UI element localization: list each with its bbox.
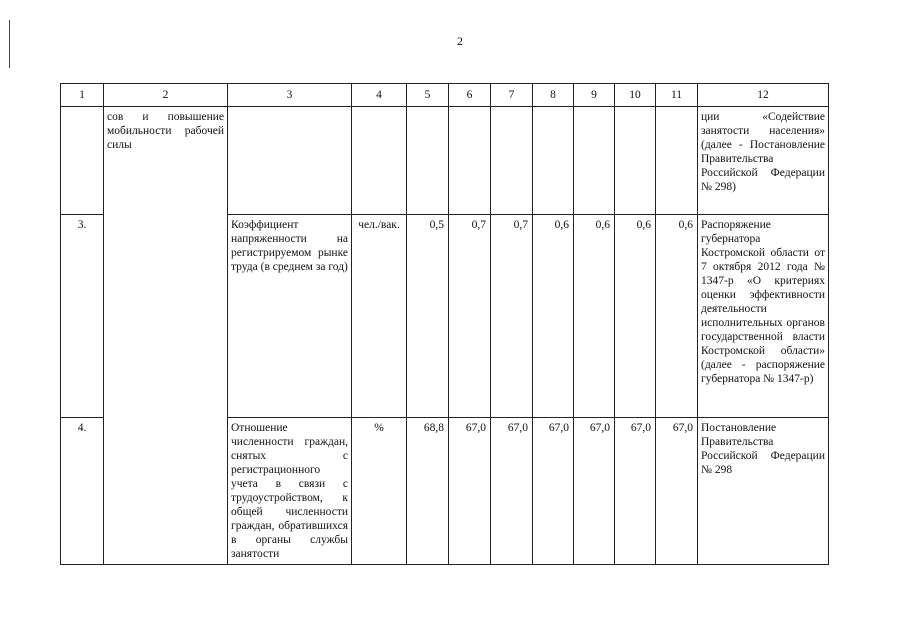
value-cell (574, 107, 615, 215)
margin-line (9, 20, 10, 68)
header-cell: 5 (407, 84, 449, 107)
indicator-cell: Отношение численности граждан, снятых с регистрационного учета в связи с трудоустройством, к общей численности граждан, обратившихся в органы службы занятости (228, 418, 352, 565)
header-cell: 11 (656, 84, 698, 107)
value-cell: 0,6 (615, 215, 656, 418)
value-cell: 67,0 (449, 418, 491, 565)
value-cell (533, 107, 574, 215)
indicator-cell (228, 107, 352, 215)
header-cell: 4 (352, 84, 407, 107)
value-cell (407, 107, 449, 215)
value-cell: 67,0 (574, 418, 615, 565)
header-cell: 7 (491, 84, 533, 107)
value-cell: 67,0 (491, 418, 533, 565)
value-cell: 0,7 (491, 215, 533, 418)
value-cell: 67,0 (656, 418, 698, 565)
value-cell (491, 107, 533, 215)
header-cell: 2 (104, 84, 228, 107)
table-row (61, 107, 829, 215)
source-cell: ции «Содействие занятости населения» (далее - Постановление Правительства Российской Федерации № 298) (698, 107, 829, 215)
value-cell (656, 107, 698, 215)
value-cell (615, 107, 656, 215)
header-cell: 9 (574, 84, 615, 107)
indicators-table (60, 83, 829, 565)
header-cell: 1 (61, 84, 104, 107)
header-cell: 6 (449, 84, 491, 107)
value-cell: 68,8 (407, 418, 449, 565)
indicator-cell: Коэффициент напряженности на регистрируемом рынке труда (в среднем за год) (228, 215, 352, 418)
unit-cell: чел./вак. (352, 215, 407, 418)
row-number-cell: 4. (61, 418, 104, 565)
value-cell: 0,7 (449, 215, 491, 418)
header-cell: 3 (228, 84, 352, 107)
value-cell (449, 107, 491, 215)
row-number-cell: 3. (61, 215, 104, 418)
page-number: 2 (457, 34, 463, 48)
source-cell: Распоряжение губернатора Костромской области от 7 октября 2012 года № 1347-р «О критериях оценки эффективности деятельности исполнительных органов государственной власти Костромской области» (далее - распоряжение губернатора № 1347-р) (698, 215, 829, 418)
value-cell: 0,6 (656, 215, 698, 418)
value-cell: 0,5 (407, 215, 449, 418)
header-cell: 8 (533, 84, 574, 107)
value-cell: 0,6 (533, 215, 574, 418)
value-cell: 0,6 (574, 215, 615, 418)
header-cell: 12 (698, 84, 829, 107)
unit-cell (352, 107, 407, 215)
source-cell: Постановление Правительства Российской Федерации № 298 (698, 418, 829, 565)
header-row (61, 84, 829, 107)
value-cell: 67,0 (533, 418, 574, 565)
unit-cell: % (352, 418, 407, 565)
header-cell: 10 (615, 84, 656, 107)
row-number-cell (61, 107, 104, 215)
task-cell: сов и повышение мобильности рабочей силы (104, 107, 228, 565)
value-cell: 67,0 (615, 418, 656, 565)
